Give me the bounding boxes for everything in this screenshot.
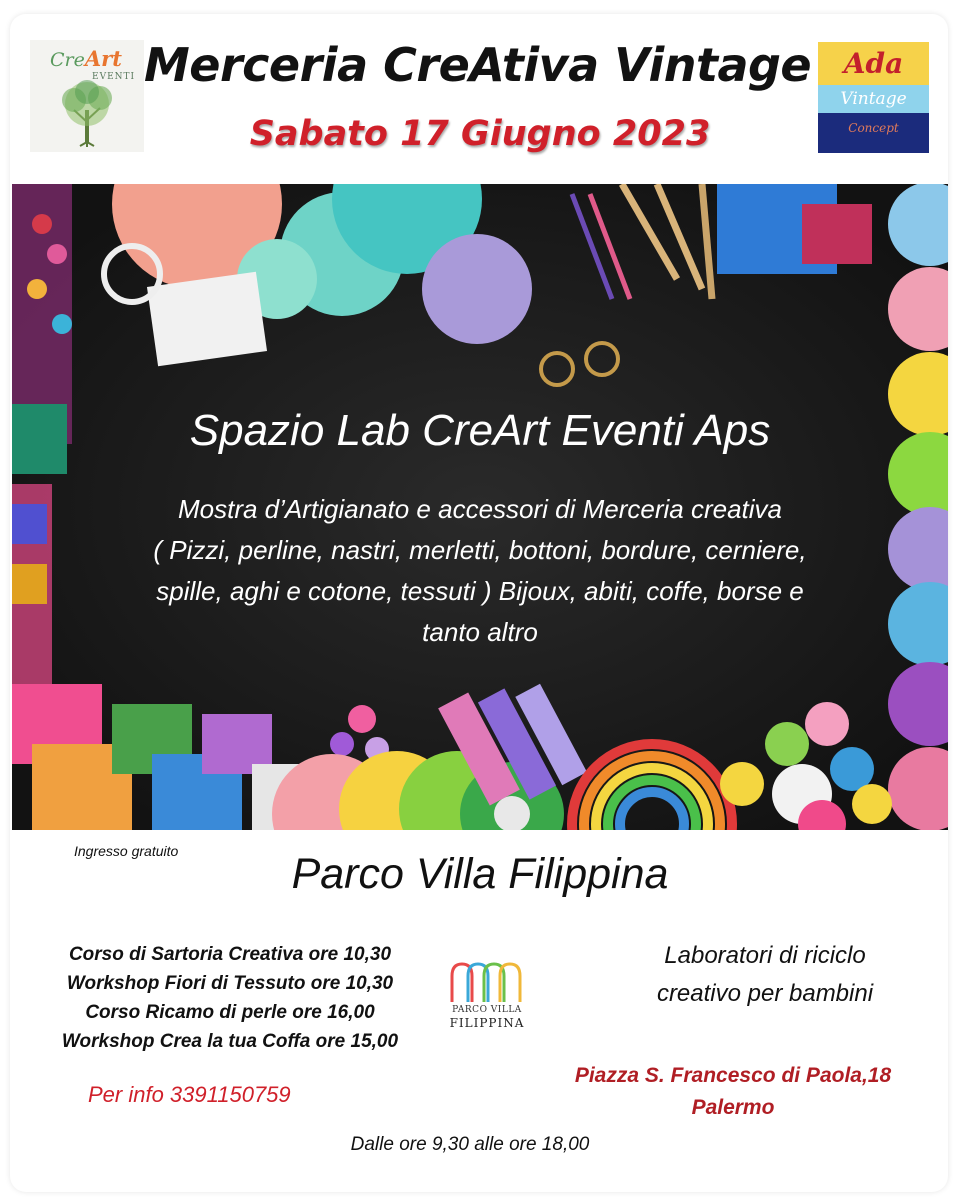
logo-brand-sub: EVENTI [92,72,136,82]
kids-workshop-line: creativo per bambini [656,980,874,1007]
venue-name: Parco Villa Filippina [291,850,669,898]
hero-description-line: spille, aghi e cotone, tessuti ) Bijoux, abiti, coffe, borse e [156,576,804,606]
hero-banner [12,184,948,830]
address-street: Piazza S. Francesco di Paola,18 [574,1064,892,1087]
hero-description-line: Mostra d’Artigianato e accessori di Merceria creativa [177,494,783,524]
hero-title: Spazio Lab CreArt Eventi Aps [189,406,771,455]
logo-ada-text: Ada [843,47,904,80]
logo-band-navy [818,113,929,153]
page-title: Merceria CreAtiva Vintage [144,38,812,92]
logo-brand-art: Art [84,46,122,71]
event-date: Sabato 17 Giugno 2023 [249,114,711,154]
address-city: Palermo [691,1096,775,1119]
course-item: Workshop Fiori di Tessuto ore 10,30 [66,973,394,994]
info-phone: Per info 3391150759 [88,1082,291,1107]
hero-description-line: ( Pizzi, perline, nastri, merletti, bottoni, bordure, cerniere, [153,535,807,565]
course-item: Workshop Crea la tua Coffa ore 15,00 [61,1031,399,1052]
hero-description [92,489,868,653]
course-list [40,940,420,1056]
logo-band-blue [818,85,929,113]
course-item: Corso di Sartoria Creativa ore 10,30 [68,944,392,965]
arches-icon [446,958,528,1004]
logo-band-yellow [818,42,929,85]
tree-icon [30,40,144,152]
opening-hours: Dalle ore 9,30 alle ore 18,00 [350,1134,590,1155]
logo-concept-text: Concept [848,121,899,135]
park-logo-line1: PARCO VILLA [452,1005,522,1015]
park-logo-line2: FILIPPINA [449,1016,525,1030]
logo-vintage-text: Vintage [840,89,907,109]
creart-eventi-logo [30,40,144,152]
parco-villa-filippina-logo [446,958,528,1032]
hero-description-line: tanto altro [422,617,538,647]
address [548,1060,918,1124]
kids-workshop-text [610,937,920,1013]
logo-brand-prefix: Cre [50,49,85,71]
ada-vintage-concept-logo [818,42,929,153]
free-entrance-note: Ingresso gratuito [74,843,179,859]
course-item: Corso Ricamo di perle ore 16,00 [85,1002,375,1023]
kids-workshop-line: Laboratori di riciclo [664,942,866,969]
